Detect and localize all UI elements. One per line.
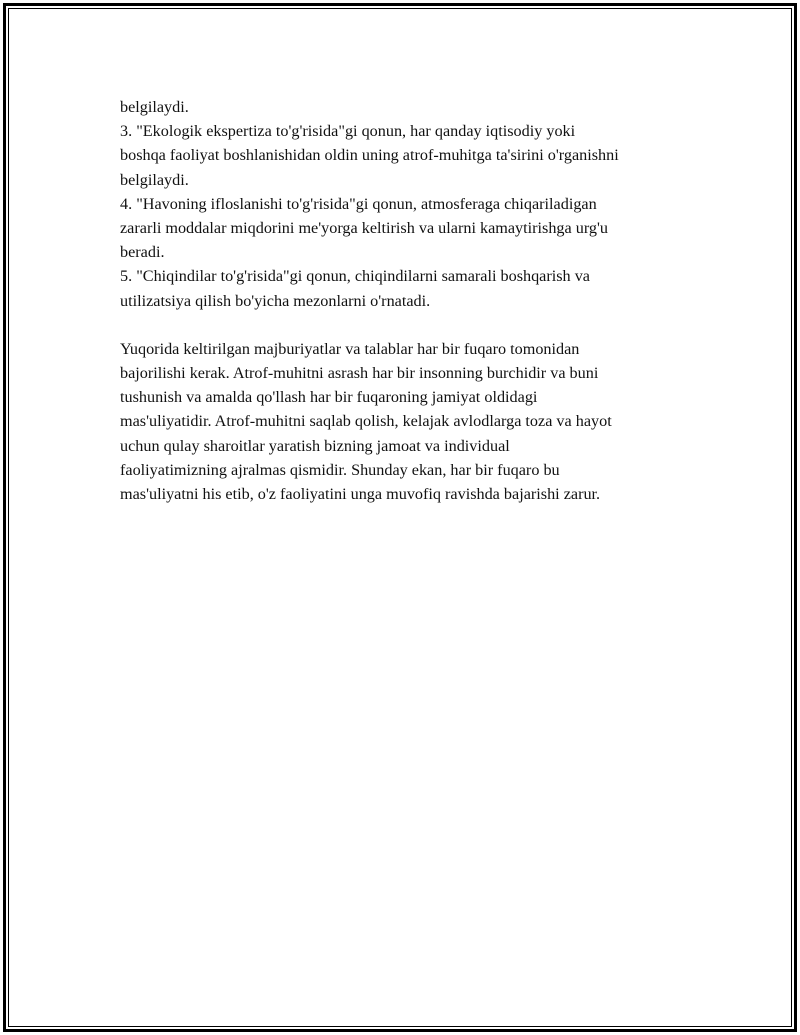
text-line: Yuqorida keltirilgan majburiyatlar va talablar har bir fuqaro tomonidan <box>120 339 580 358</box>
page-frame <box>3 3 797 1032</box>
text-line: zararli moddalar miqdorini me'yorga keltirish va ularni kamaytirishga urg'u <box>120 219 609 238</box>
paragraph-gap <box>120 313 710 337</box>
text-line: beradi. <box>120 243 165 262</box>
text-line: belgilaydi. <box>120 170 189 189</box>
text-line: 5. "Chiqindilar to'g'risida"gi qonun, chiqindilarni samarali boshqarish va <box>120 267 590 286</box>
text-line: tushunish va amalda qo'llash har bir fuqaroning jamiyat oldidagi <box>120 388 538 407</box>
text-line: utilizatsiya qilish bo'yicha mezonlarni o'rnatadi. <box>120 291 431 310</box>
text-line: uchun qulay sharoitlar yaratish bizning jamoat va individual <box>120 436 510 455</box>
document-body <box>120 95 710 506</box>
text-line: belgilaydi. <box>120 98 189 116</box>
text-line: 4. "Havoning ifloslanishi to'g'risida"gi qonun, atmosferaga chiqariladigan <box>120 194 597 213</box>
text-line: bajorilishi kerak. Atrof-muhitni asrash har bir insonning burchidir va buni <box>120 364 599 383</box>
text-line: mas'uliyatni his etib, o'z faoliyatini unga muvofiq ravishda bajarishi zarur. <box>120 485 601 504</box>
text-line: faoliyatimizning ajralmas qismidir. Shunday ekan, har bir fuqaro bu <box>120 460 560 479</box>
text-line: boshqa faoliyat boshlanishidan oldin uning atrof-muhitga ta'sirini o'rganishni <box>120 146 619 165</box>
text-line: 3. "Ekologik ekspertiza to'g'risida"gi qonun, har qanday iqtisodiy yoki <box>120 122 576 141</box>
text-line: mas'uliyatidir. Atrof-muhitni saqlab qolish, kelajak avlodlarga toza va hayot <box>120 412 612 431</box>
